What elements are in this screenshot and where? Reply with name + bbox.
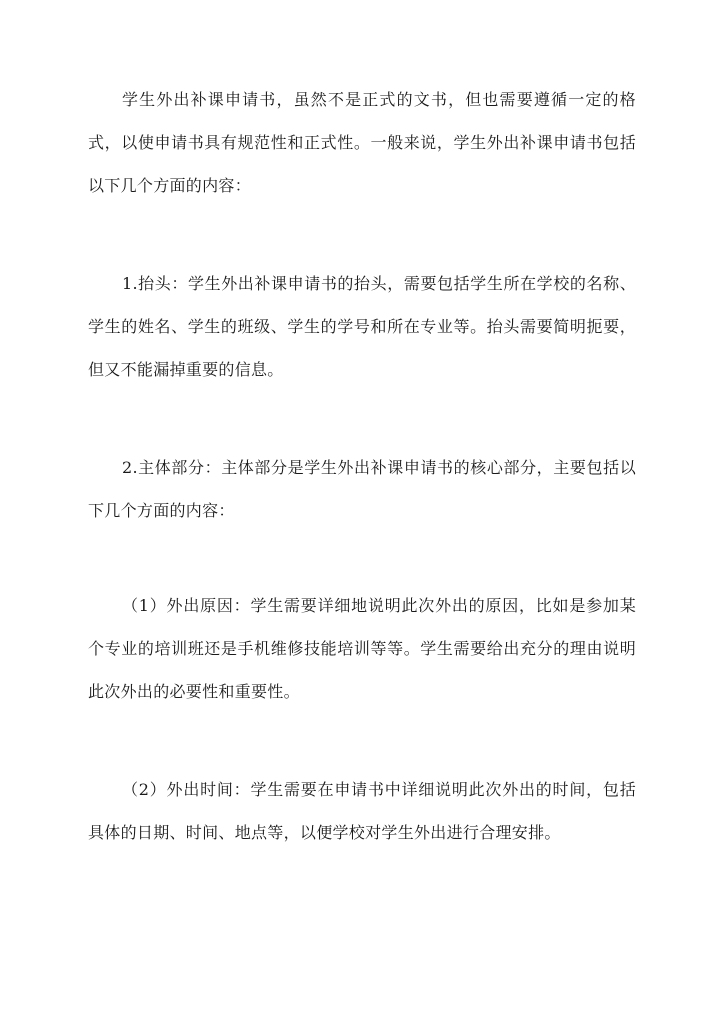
intro-paragraph: 学生外出补课申请书，虽然不是正式的文书，但也需要遵循一定的格式，以使申请书具有规范性和正式性。一般来说，学生外出补课申请书包括以下几个方面的内容： [88,90,636,195]
reason-paragraph: （1）外出原因：学生需要详细地说明此次外出的原因，比如是参加某个专业的培训班还是手机维修技能培训等等。学生需要给出充分的理由说明此次外出的必要性和重要性。 [88,596,636,701]
main-body-section-paragraph: 2.主体部分：主体部分是学生外出补课申请书的核心部分，主要包括以下几个方面的内容： [88,458,636,520]
time-paragraph: （2）外出时间：学生需要在申请书中详细说明此次外出的时间，包括具体的日期、时间、地点等，以便学校对学生外出进行合理安排。 [88,780,636,842]
header-section-paragraph: 1.抬头：学生外出补课申请书的抬头，需要包括学生所在学校的名称、学生的姓名、学生的班级、学生的学号和所在专业等。抬头需要简明扼要，但又不能漏掉重要的信息。 [88,274,636,379]
